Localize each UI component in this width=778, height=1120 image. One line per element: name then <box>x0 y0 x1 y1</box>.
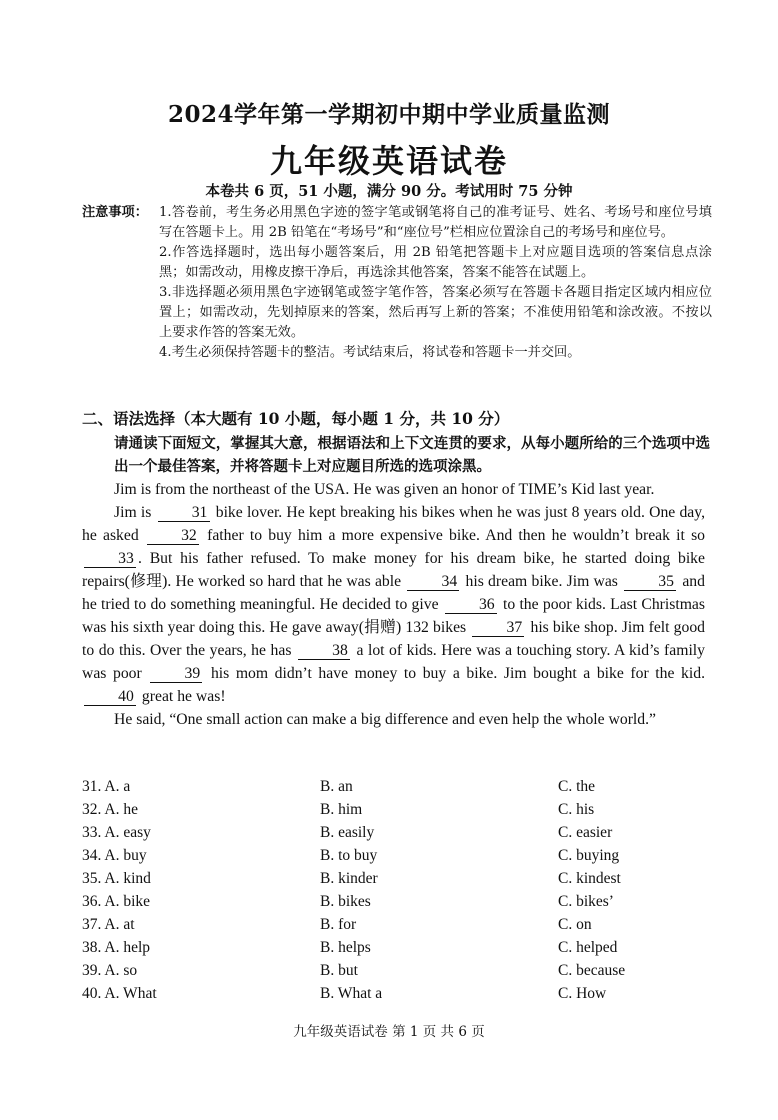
passage-text: to the poor kids. Last Christmas was his sixth year doing this. He gave away(捐赠) 132 bikes <box>82 596 706 636</box>
notice-item: 3.非选择题必须用黑色字迹钢笔或签字笔作答，答案必须写在答题卡各题目指定区域内相应位置上；如需改动，先划掉原来的答案，然后再写上新的答案；不准使用铅笔和涂改液。不按以上要求作答的答案无效。 <box>159 285 712 340</box>
option-b: B. easily <box>320 824 375 841</box>
question-37 <box>82 916 722 939</box>
option-a: 37. A. at <box>82 916 135 933</box>
option-b: B. What a <box>320 985 383 1002</box>
option-c: C. on <box>558 916 592 933</box>
option-b: B. for <box>320 916 357 933</box>
option-c: C. helped <box>558 939 618 956</box>
question-39 <box>82 962 722 985</box>
passage-paragraph-1: Jim is from the northeast of the USA. He was given an honor of TIME’s Kid last year. <box>114 481 655 498</box>
passage-paragraph-2 <box>82 501 705 708</box>
passage-text: Jim is <box>114 504 152 521</box>
option-b: B. bikes <box>320 893 371 910</box>
passage-text: great he was! <box>141 688 226 705</box>
blank-40: 40 <box>84 688 136 706</box>
question-35 <box>82 870 722 893</box>
option-b: B. to buy <box>320 847 378 864</box>
blank-37: 37 <box>472 619 524 637</box>
exam-subject-title: 九年级英语试卷 <box>269 142 508 180</box>
blank-38: 38 <box>298 642 350 660</box>
passage-text: bike lover. He kept breaking his bikes when he was just 8 years old. One day, he asked <box>82 504 706 544</box>
option-c: C. buying <box>558 847 620 864</box>
section-heading: 二、语法选择（本大题有 10 小题，每小题 1 分，共 10 分） <box>82 409 510 428</box>
passage-paragraph-3: He said, “One small action can make a big difference and even help the whole world.” <box>114 711 657 728</box>
page-footer: 九年级英语试卷 第 1 页 共 6 页 <box>293 1024 485 1040</box>
passage-text: his dream bike. Jim was <box>465 573 618 590</box>
option-b: B. an <box>320 778 353 795</box>
question-40 <box>82 985 722 1008</box>
blank-32: 32 <box>147 527 199 545</box>
question-31 <box>82 778 722 801</box>
section-instruction: 请通读下面短文，掌握其大意，根据语法和上下文连贯的要求，从每小题所给的三个选项中选出一个最佳答案，并将答题卡上对应题目所选的选项涂黑。 <box>114 435 710 475</box>
passage-text: father to buy him a more expensive bike. And then he wouldn’t break it so <box>207 527 706 544</box>
option-a: 39. A. so <box>82 962 138 979</box>
passage-text: . But his father refused. To make money for his dream bike, he started doing bike repairs(修理). He worked so hard that he was able <box>82 550 705 590</box>
question-34 <box>82 847 722 870</box>
blank-31: 31 <box>158 504 210 522</box>
notice-item: 4.考生必须保持答题卡的整洁。考试结束后，将试卷和答题卡一并交回。 <box>159 345 581 360</box>
question-32 <box>82 801 722 824</box>
blank-33: 33 <box>84 550 136 568</box>
passage-text: and he tried to do something meaningful. He decided to give <box>82 573 705 613</box>
option-a: 33. A. easy <box>82 824 151 841</box>
option-c: C. easier <box>558 824 613 841</box>
option-a: 40. A. What <box>82 985 157 1002</box>
reading-passage <box>82 478 705 731</box>
blank-36: 36 <box>445 596 497 614</box>
option-c: C. his <box>558 801 595 818</box>
notice-block <box>82 203 712 363</box>
option-c: C. the <box>558 778 596 795</box>
passage-text: his mom didn’t have money to buy a bike. Jim bought a bike for the kid. <box>210 665 706 682</box>
question-36 <box>82 893 722 916</box>
option-b: B. kinder <box>320 870 378 887</box>
option-a: 35. A. kind <box>82 870 151 887</box>
option-c: C. How <box>558 985 607 1002</box>
passage-text: a lot of kids. Here was a touching story. A kid’s family was poor <box>82 642 706 682</box>
option-c: C. bikes’ <box>558 893 614 910</box>
passage-text: his bike shop. Jim felt good to do this. Over the years, he has <box>82 619 706 659</box>
option-b: B. but <box>320 962 358 979</box>
notice-item: 1.答卷前，考生务必用黑色字迹的签字笔或钢笔将自己的准考证号、姓名、考场号和座位号填写在答题卡上。用 2B 铅笔在“考场号”和“座位号”栏相应位置涂自己的考场号和座位号。 <box>159 205 712 240</box>
blank-39: 39 <box>150 665 202 683</box>
option-c: C. kindest <box>558 870 621 887</box>
notice-item: 2.作答选择题时，选出每小题答案后，用 2B 铅笔把答题卡上对应题目选项的答案信息点涂黑；如需改动，用橡皮擦干净后，再选涂其他答案，答案不能答在试题上。 <box>159 245 712 280</box>
option-c: C. because <box>558 962 626 979</box>
option-a: 32. A. he <box>82 801 138 818</box>
option-b: B. him <box>320 801 363 818</box>
notice-list <box>159 203 712 363</box>
exam-title: 2024学年第一学期初中期中学业质量监测 <box>167 101 610 128</box>
option-b: B. helps <box>320 939 371 956</box>
option-a: 34. A. buy <box>82 847 147 864</box>
blank-35: 35 <box>624 573 676 591</box>
blank-34: 34 <box>407 573 459 591</box>
exam-info: 本卷共 6 页，51 小题，满分 90 分。考试用时 75 分钟 <box>205 183 573 200</box>
answer-options <box>82 778 722 1008</box>
option-a: 36. A. bike <box>82 893 151 910</box>
option-a: 31. A. a <box>82 778 131 795</box>
notice-label: 注意事项： <box>82 205 148 220</box>
question-33 <box>82 824 722 847</box>
question-38 <box>82 939 722 962</box>
option-a: 38. A. help <box>82 939 151 956</box>
